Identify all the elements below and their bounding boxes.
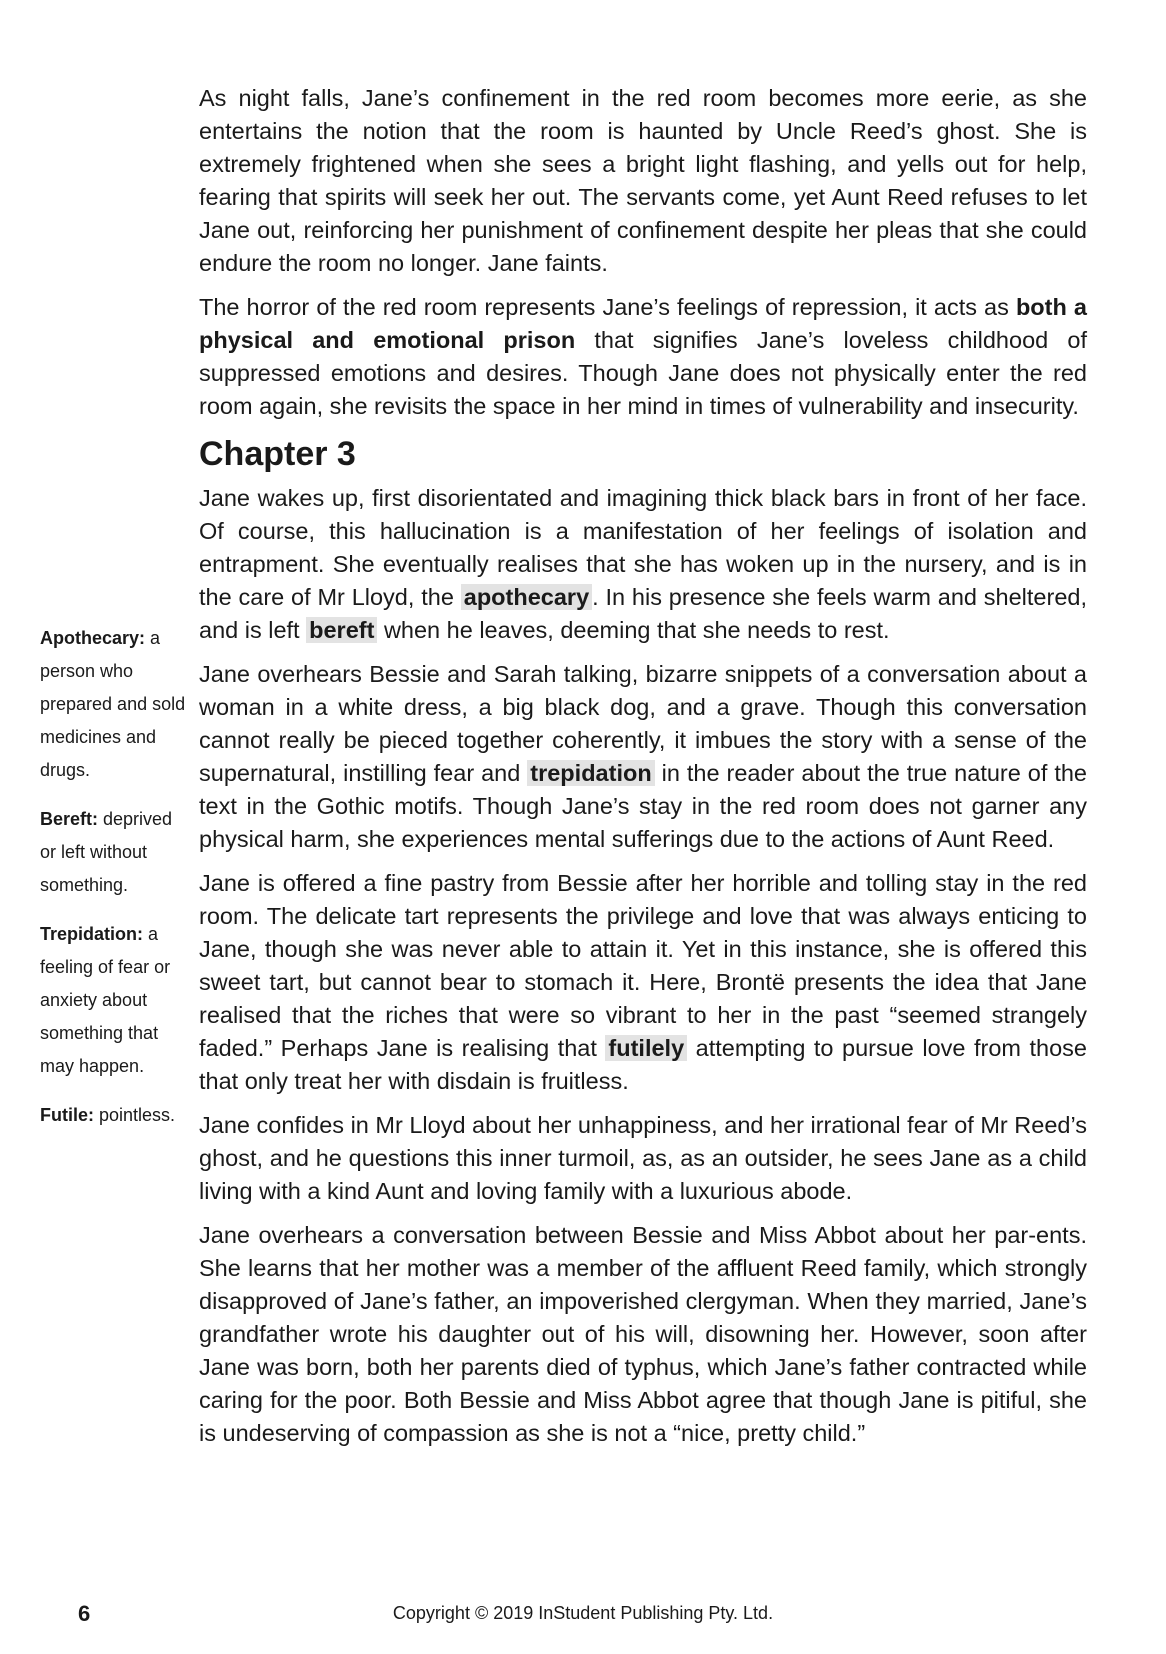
page-number: 6 — [78, 1601, 91, 1626]
text-run: . In his presence she feels warm and sheltered, and is left — [199, 584, 1087, 643]
glossary-entry — [40, 1099, 186, 1132]
keyword-apothecary: apothecary — [461, 584, 592, 610]
keyword-trepidation: trepidation — [527, 760, 654, 786]
glossary-definition: pointless. — [94, 1105, 176, 1125]
glossary-entry — [40, 918, 186, 1083]
paragraph — [199, 482, 1087, 647]
text-run: The horror of the red room represents Jane’s feelings of repression, it acts as — [199, 294, 1016, 320]
glossary-definition: a feeling of fear or anxiety about something that may happen. — [40, 924, 171, 1076]
emphasis-text: both a physical and emotional prison — [199, 294, 1087, 353]
main-text — [199, 82, 1087, 1461]
chapter-heading: Chapter 3 — [199, 435, 356, 473]
glossary-definition: deprived or left without something. — [40, 809, 173, 895]
glossary-term: Futile: — [40, 1105, 94, 1125]
paragraph: Jane overhears a conversation between Bessie and Miss Abbot about her par-ents. She learns that her mother was a member of the affluent Reed family, which strongly disapproved of Jane’s father, an impoverished clergyman. When they married, Jane’s grandfather wrote his daughter out of his will, disowning her. However, soon after Jane was born, both her parents died of typhus, which Jane’s father contracted while caring for the poor. Both Bessie and Miss Abbot agree that though Jane is pitiful, she is undeserving of compassion as she is not a “nice, pretty child.” — [199, 1222, 1087, 1446]
glossary-term: Apothecary: — [40, 628, 146, 648]
paragraph — [199, 658, 1087, 856]
text-run: Jane wakes up, first disorientated and imagining thick black bars in front of her face. Of course, this hallucination is a manifestation of her feelings of isolation and entrapment. She eventually realises that she has woken up in the nursery, and is in the care of Mr Lloyd, the — [199, 485, 1087, 610]
text-run: that signifies Jane’s loveless childhood of suppressed emotions and desires. Though Jane does not physically enter the red room again, she revisits the space in her mind in times of vulnerability and insecurity. — [199, 327, 1087, 419]
glossary-entry — [40, 803, 186, 902]
glossary-term: Bereft: — [40, 809, 99, 829]
copyright-notice: Copyright © 2019 InStudent Publishing Pty. Ltd. — [392, 1603, 774, 1623]
paragraph — [199, 291, 1087, 423]
glossary-definition: a person who prepared and sold medicines and drugs. — [40, 628, 186, 780]
text-run: when he leaves, deeming that she needs to rest. — [377, 617, 890, 643]
text-run: attempting to pursue love from those that only treat her with disdain is fruitless. — [199, 1035, 1087, 1094]
paragraph: As night falls, Jane’s confinement in the red room becomes more eerie, as she entertains the notion that the room is haunted by Uncle Reed’s ghost. She is extremely frightened when she sees a bright light flashing, and yells out for help, fearing that spirits will seek her out. The servants come, yet Aunt Reed refuses to let Jane out, reinforcing her punishment of confinement despite her pleas that she could endure the room no longer. Jane faints. — [199, 85, 1087, 276]
keyword-bereft: bereft — [306, 617, 377, 643]
paragraph: Jane confides in Mr Lloyd about her unhappiness, and her irrational fear of Mr Reed’s ghost, and he questions this inner turmoil, as, as an outsider, he sees Jane as a child living with a kind Aunt and loving family with a luxurious abode. — [199, 1112, 1087, 1204]
text-run: Jane overhears Bessie and Sarah talking, bizarre snippets of a conversation about a woman in a white dress, a big black dog, and a grave. Though this conversation cannot really be pieced together coherently, it imbues the story with a sense of the supernatural, instilling fear and — [199, 661, 1087, 786]
text-run: Jane is offered a fine pastry from Bessie after her horrible and tolling stay in the red room. The delicate tart represents the privilege and love that was always enticing to Jane, though she was never able to attain it. Yet in this instance, she is offered this sweet tart, but cannot bear to stomach it. Here, Brontë presents the idea that Jane realised that the riches that were so vibrant to her in the past “seemed strangely faded.” Perhaps Jane is realising that — [199, 870, 1087, 1061]
glossary-sidebar — [40, 622, 186, 1148]
paragraph — [199, 867, 1087, 1098]
keyword-futilely: futilely — [605, 1035, 687, 1061]
text-run: in the reader about the true nature of the text in the Gothic motifs. Though Jane’s stay in the red room does not garner any physical harm, she experiences mental sufferings due to the actions of Aunt Reed. — [199, 760, 1087, 852]
glossary-entry — [40, 622, 186, 787]
glossary-term: Trepidation: — [40, 924, 143, 944]
